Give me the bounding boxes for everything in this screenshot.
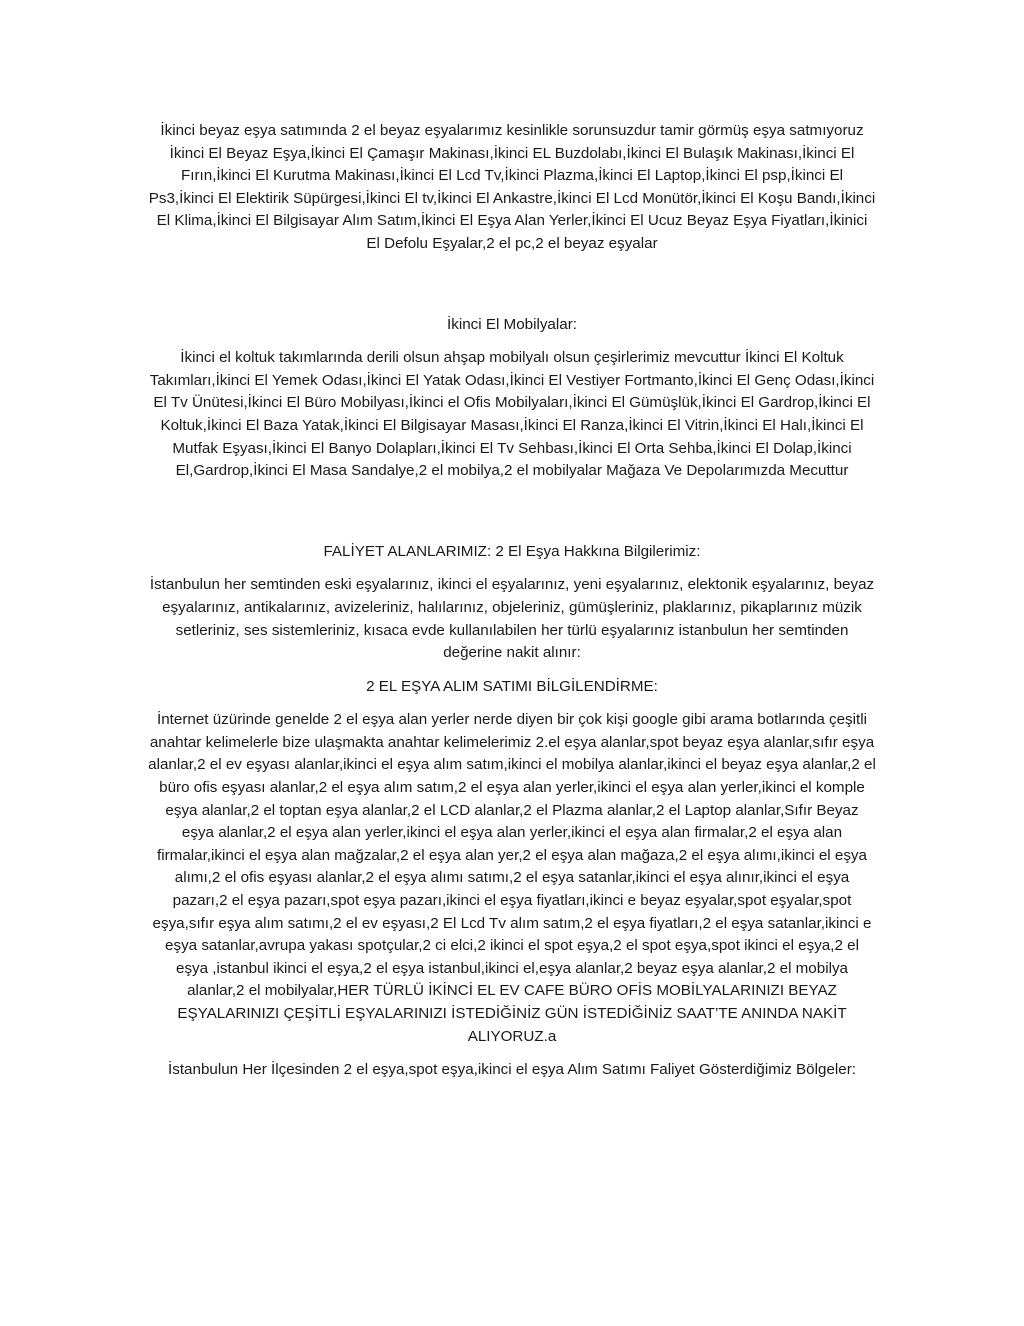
bilgi-paragraph: İnternet üzürinde genelde 2 el eşya alan yerler nerde diyen bir çok kişi google gibi arama botlarında çeşitli anahtar kelimelerle bize ulaşmakta anahtar kelimelerimiz 2.el eşya alanlar,spot beyaz eşya alanlar,sıfır eşya alanlar,2 el ev eşyası alanlar,ikinci el eşya alım satım,ikinci el mobilya alanlar,ikinci el beyaz eşya alanlar,2 el büro ofis eşyası alanlar,2 el eşya alım satım,2 el eşya alan yerler,ikinci el eşya alan yerler,ikinci el komple eşya alanlar,2 el toptan eşya alanlar,2 el LCD alanlar,2 el Plazma alanlar,2 el Laptop alanlar,Sıfır Beyaz eşya alanlar,2 el eşya alan yerler,ikinci el eşya alan yerler,ikinci el eşya alan firmalar,2 el eşya alan firmalar,ikinci el eşya alan mağzalar,2 el eşya alan yer,2 el eşya alan mağaza,2 el eşya alımı,ikinci el eşya alımı,2 el ofis eşyası alanlar,2 el eşya alımı satımı,2 el eşya satanlar,ikinci el eşya alınır,ikinci el eşya pazarı,2 el eşya pazarı,spot eşya pazarı,ikinci el eşya fiyatları,ikinci e beyaz eşyalar,spot eşyalar,spot eşya,sıfır eşya alım satımı,2 el ev eşyası,2 El Lcd Tv alım satım,2 el eşya fiyatları,2 el eşya satanlar,ikinci e eşya satanlar,avrupa yakası spotçular,2 ci elci,2 ikinci el spot eşya,2 el spot eşya,spot ikinci el eşya,2 el eşya ,istanbul ikinci el eşya,2 el eşya istanbul,ikinci el,eşya alanlar,2 beyaz eşya alanlar,2 el mobilya alanlar,2 el mobilyalar,HER TÜRLÜ İKİNCİ EL EV CAFE BÜRO OFİS MOBİLYALARINIZI BEYAZ EŞYALARINIZI ÇEŞİTLİ EŞYALARINIZI İSTEDİĞİNİZ GÜN İSTEDİĞİNİZ SAAT’TE ANINDA NAKİT ALIYORUZ.a: [148, 711, 876, 1045]
mobilya-paragraph: İkinci el koltuk takımlarında derili olsun ahşap mobilyalı olsun çeşirlerimiz mevcuttur İkinci El Koltuk Takımları,İkinci El Yemek Odası,İkinci El Yatak Odası,İkinci El Vestiyer Fortmanto,İkinci El Genç Odası,İkinci El Tv Ünütesi,İkinci El Büro Mobilyası,İkinci el Ofis Mobilyaları,İkinci El Gümüşlük,İkinci El Gardrop,İkinci El Koltuk,İkinci El Baza Yatak,İkinci El Bilgisayar Masası,İkinci El Ranza,İkinci El Vitrin,İkinci El Halı,İkinci El Mutfak Eşyası,İkinci El Banyo Dolapları,İkinci El Tv Sehbası,İkinci El Orta Sehba,İkinci El Dolap,İkinci El,Gardrop,İkinci El Masa Sandalye,2 el mobilya,2 el mobilyalar Mağaza Ve Depolarımızda Mecuttur: [149, 349, 875, 480]
bilgi-heading: 2 EL EŞYA ALIM SATIMI BİLGİLENDİRME:: [366, 677, 658, 695]
mobilya-heading: İkinci El Mobilyalar:: [447, 315, 577, 333]
faliyet-paragraph: İstanbulun her semtinden eski eşyalarınız, ikinci el eşyalarınız, yeni eşyalarınız, elektonik eşyalarınız, beyaz eşyalarınız, antikalarınız, avizeleriniz, halılarınız, objeleriniz, gümüşleriniz, plaklarınız, pikaplarınız müzik setleriniz, ses sistemleriniz, kısaca evde kullanılabilen her türlü eşyalarınız istanbulun her semtinden değerine nakit alınır:: [149, 576, 875, 662]
bolgeler-paragraph: İstanbulun Her İlçesinden 2 el eşya,spot eşya,ikinci el eşya Alım Satımı Faliyet Gösterdiğimiz Bölgeler:: [168, 1061, 856, 1079]
intro-paragraph: İkinci beyaz eşya satımında 2 el beyaz eşyalarımız kesinlikle sorunsuzdur tamir görmüş eşya satmıyoruz İkinci El Beyaz Eşya,İkinci El Çamaşır Makinası,İkinci EL Buzdolabı,İkinci El Bulaşık Makinası,İkinci El Fırın,İkinci El Kurutma Makinası,İkinci El Lcd Tv,İkinci Plazma,İkinci El Laptop,İkinci El psp,İkinci El Ps3,İkinci El Elektirik Süpürgesi,İkinci El tv,İkinci El Ankastre,İkinci El Lcd Monütör,İkinci El Koşu Bandı,İkinci El Klima,İkinci El Bilgisayar Alım Satım,İkinci El Eşya Alan Yerler,İkinci El Ucuz Beyaz Eşya Fiyatları,İkinici El Defolu Eşyalar,2 el pc,2 el beyaz eşyalar: [148, 122, 876, 252]
faliyet-heading: FALİYET ALANLARIMIZ: 2 El Eşya Hakkına Bilgilerimiz:: [323, 542, 701, 560]
document-body: [148, 120, 876, 1082]
